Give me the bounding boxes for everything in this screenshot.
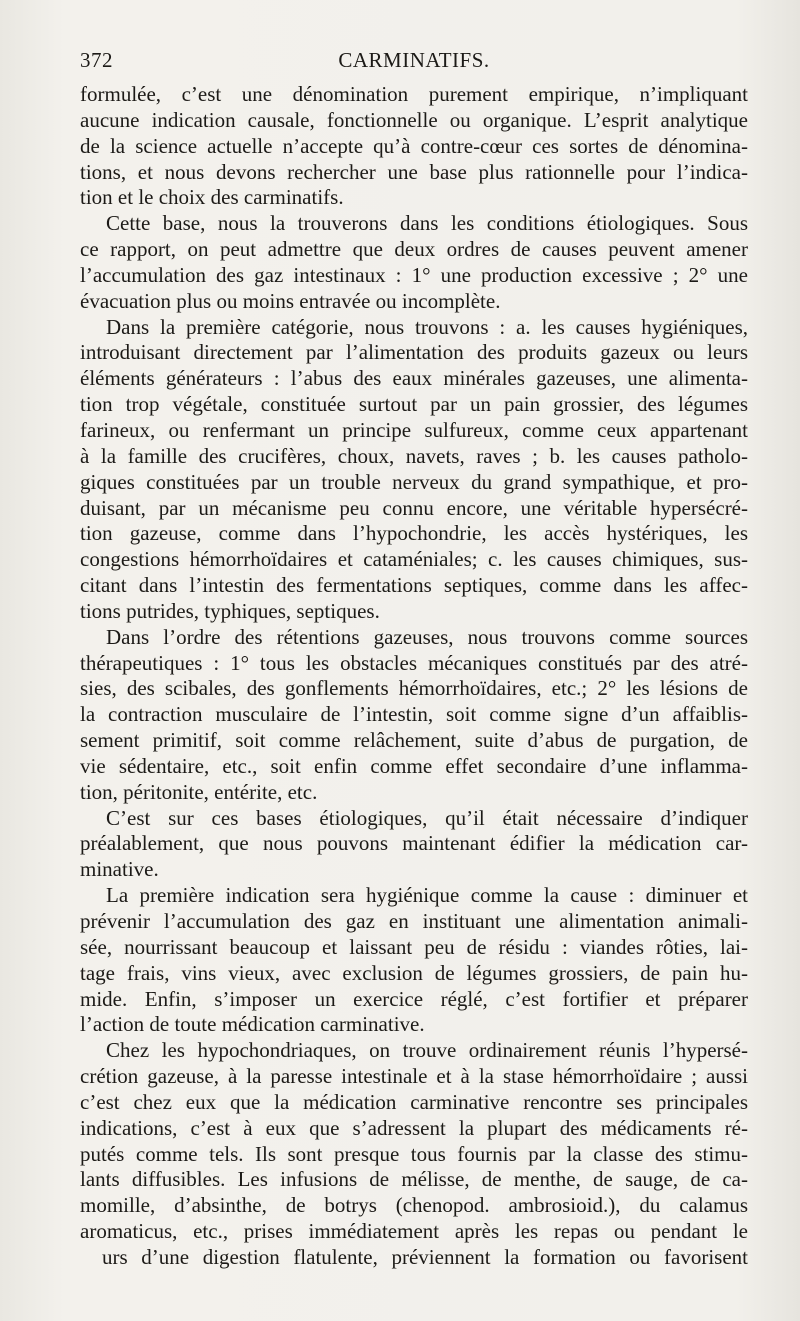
text-line: l’action de toute médication carminative. (80, 1012, 425, 1037)
paragraph (80, 211, 748, 314)
text-line: formulée, c’est une dénomination purement empirique, n’impliquant (80, 82, 748, 106)
text-line: Cette base, nous la trouverons dans les conditions étiologiques. Sous (106, 211, 748, 236)
text-line: tage frais, vins vieux, avec exclusion de légumes grossiers, de pain hu- (80, 960, 748, 985)
text-line: La première indication sera hygiénique comme la cause : diminuer et (106, 883, 748, 908)
text-line: congestions hémorrhoïdaires et cataméniales; c. les causes chimiques, sus- (80, 547, 748, 572)
text-line: ce rapport, on peut admettre que deux ordres de causes peuvent amener (80, 237, 748, 262)
paragraph (80, 883, 748, 1038)
text-line: c’est chez eux que la médication carminative rencontre ses principales (80, 1089, 748, 1114)
text-line: farineux, ou renfermant un principe sulfureux, comme ceux appartenant (80, 417, 748, 442)
text-line: aromaticus, etc., prises immédiatement après les repas ou pendant le (80, 1219, 748, 1244)
text-line: Chez les hypochondriaques, on trouve ordinairement réunis l’hypersé- (106, 1038, 748, 1063)
text-line: introduisant directement par l’alimentation des produits gazeux ou leurs (80, 340, 748, 365)
text-line: la contraction musculaire de l’intestin, soit comme signe d’un affaiblis- (80, 702, 748, 727)
running-title: CARMINATIFS. (338, 48, 490, 72)
text-line: urs d’une digestion flatulente, préviennent la formation ou favorisent (102, 1244, 748, 1269)
text-line: lants diffusibles. Les infusions de mélisse, de menthe, de sauge, de ca- (80, 1167, 748, 1192)
paragraph (80, 625, 748, 806)
text-line: tion trop végétale, constituée surtout par un pain grossier, des légumes (80, 392, 748, 417)
text-line: éléments générateurs : l’abus des eaux minérales gazeuses, une alimenta- (80, 366, 748, 391)
page-header (80, 48, 748, 78)
paragraph (80, 806, 748, 884)
text-line: sies, des scibales, des gonflements hémorrhoïdaires, etc.; 2° les lésions de (80, 676, 748, 701)
text-line: citant dans l’intestin des fermentations septiques, comme dans les affec- (80, 573, 748, 598)
text-line: Dans la première catégorie, nous trouvons : a. les causes hygiéniques, (106, 314, 748, 339)
text-line: crétion gazeuse, à la paresse intestinale et à la stase hémorrhoïdaire ; aussi (80, 1064, 748, 1089)
body-text (80, 82, 748, 1271)
text-line: tion gazeuse, comme dans l’hypochondrie, les accès hystériques, les (80, 521, 748, 546)
text-line: mide. Enfin, s’imposer un exercice réglé, c’est fortifier et préparer (80, 986, 748, 1011)
text-line: aucune indication causale, fonctionnelle ou organique. L’esprit analytique (80, 107, 748, 132)
text-line: tion, péritonite, entérite, etc. (80, 779, 318, 804)
text-line: tion et le choix des carminatifs. (80, 185, 344, 210)
text-line: de la science actuelle n’accepte qu’à contre-cœur ces sortes de dénomina- (80, 133, 748, 158)
text-line: évacuation plus ou moins entravée ou incomplète. (80, 288, 501, 313)
text-line: Dans l’ordre des rétentions gazeuses, nous trouvons comme sources (106, 624, 748, 649)
paragraph (80, 315, 748, 625)
text-line: prévenir l’accumulation des gaz en instituant une alimentation animali- (80, 909, 748, 933)
text-line: giques constituées par un trouble nerveux du grand sympathique, et pro- (80, 469, 748, 494)
text-line: minative. (80, 857, 159, 882)
text-line: indications, c’est à eux que s’adressent la plupart des médicaments ré- (80, 1115, 748, 1140)
text-line: préalablement, que nous pouvons maintenant édifier la médication car- (80, 831, 748, 856)
text-line: momille, d’absinthe, de botrys (chenopod. ambrosioid.), du calamus (80, 1193, 748, 1218)
text-line: tions, et nous devons rechercher une base plus rationnelle pour l’indica- (80, 159, 748, 184)
text-line: putés comme tels. Ils sont presque tous fournis par la classe des stimu- (80, 1141, 748, 1166)
text-line: sée, nourrissant beaucoup et laissant peu de résidu : viandes rôties, lai- (80, 934, 748, 959)
paragraph (80, 1038, 748, 1271)
text-line: duisant, par un mécanisme peu connu encore, une véritable hypersécré- (80, 495, 748, 520)
text-line: tions putrides, typhiques, septiques. (80, 598, 380, 623)
page-number: 372 (80, 48, 113, 72)
text-line: vie sédentaire, etc., soit enfin comme effet secondaire d’une inflamma- (80, 753, 748, 778)
text-line: sement primitif, soit comme relâchement, suite d’abus de purgation, de (80, 728, 748, 753)
text-line: l’accumulation des gaz intestinaux : 1° une production excessive ; 2° une (80, 262, 748, 287)
text-line: à la famille des crucifères, choux, navets, raves ; b. les causes patholo- (80, 443, 748, 468)
paragraph (80, 82, 748, 211)
text-line: C’est sur ces bases étiologiques, qu’il était nécessaire d’indiquer (106, 805, 748, 830)
text-line: thérapeutiques : 1° tous les obstacles mécaniques constitués par des atré- (80, 650, 748, 675)
